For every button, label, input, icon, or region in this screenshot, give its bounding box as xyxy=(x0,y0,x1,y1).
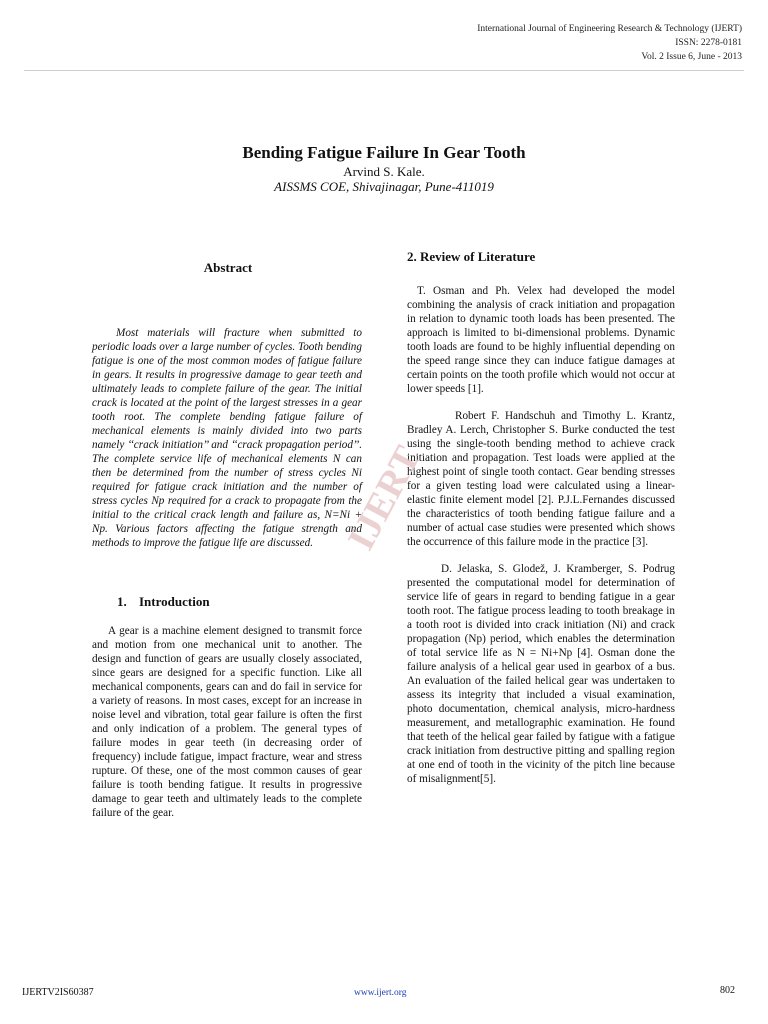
review-paragraph: T. Osman and Ph. Velex had developed the model combining the analysis of crack initiation and propagation in relation to dynamic tooth loads has been presented. The approach is limited to bi-dimensional problems. Dynamic tooth loads are found to be highly influential depending on the speed range since they can induce fatigue damages at certain points on the tooth profile which would not occur at lower speeds [1]. xyxy=(407,285,675,395)
paper-author: Arvind S. Kale. xyxy=(343,164,425,179)
left-column xyxy=(92,258,362,831)
title-block xyxy=(0,143,768,194)
journal-name: International Journal of Engineering Research & Technology (IJERT) xyxy=(477,24,742,34)
header-divider xyxy=(24,70,744,71)
review-paragraph: Robert F. Handschuh and Timothy L. Krantz, Bradley A. Lerch, Christopher S. Burke conducted the test using the single-tooth bending method to achieve crack initiation and propagation. Test loads were applied at the highest point of single tooth contact. Gear bending stresses for a given testing load were calculated using a linear-elastic finite element model [2]. P.J.L.Fernandes discussed the characteristics of tooth bending fatigue failure and a number of actual case studies were presented which shows the occurrence of this failure mode in the practice [3]. xyxy=(407,410,675,548)
review-paragraph: D. Jelaska, S. Glodež, J. Kramberger, S. Podrug presented the computational model for determination of service life of gears in regard to bending fatigue in a gear tooth root. The fatigue process leading to tooth breakage in a tooth root is divided into crack initiation (Ni) and crack propagation (Np) period, which enables the determination of total service life as N = Ni+Np [4]. Osman done the failure analysis of a helical gear used in gearbox of a bus. An evaluation of the failed helical gear was undertaken to assess its integrity that included a visual examination, photo documentation, chemical analysis, micro-hardness measurement, and metallographic examination. He found that teeth of the helical gear failed by fatigue with a fatigue crack initiation from destructive pitting and spalling region at one end of tooth in the vicinity of the pitch line because of misalignment[5]. xyxy=(407,563,675,785)
right-column xyxy=(407,248,675,786)
introduction-title: Introduction xyxy=(139,594,210,609)
abstract-heading: Abstract xyxy=(203,260,253,275)
paper-affiliation: AISSMS COE, Shivajinagar, Pune-411019 xyxy=(274,179,494,194)
footer-url-link[interactable]: www.ijert.org xyxy=(354,988,407,998)
introduction-heading xyxy=(92,592,362,612)
introduction-number: 1. xyxy=(117,594,127,609)
journal-header xyxy=(322,22,742,64)
journal-issn: ISSN: 2278-0181 xyxy=(675,38,742,48)
journal-volume: Vol. 2 Issue 6, June - 2013 xyxy=(641,52,742,62)
footer-paper-id: IJERTV2IS60387 xyxy=(22,987,94,998)
abstract-text: Most materials will fracture when submitted to periodic loads over a large number of cycles. Tooth bending fatigue is one of the most common modes of fatigue failure in gears. It results in progressive damage to gear teeth and ultimately leads to complete failure of the gear. The initial crack is located at the point of the largest stresses in a gear tooth root. The complete bending fatigue failure of mechanical elements is mainly divided into two parts namely ‘‘crack initiation’’ and ‘‘crack propagation period’’. The complete service life of mechanical elements N can then be determined from the number of stress cycles Ni required for fatigue crack initiation and the number of stress cycles Np required for a crack to propagate from the initial to the critical crack length and failure as, N=Ni + Np. Various factors affecting the fatigue strength and methods to improve the fatigue life are discussed. xyxy=(92,327,362,549)
paper-title: Bending Fatigue Failure In Gear Tooth xyxy=(242,143,526,162)
footer-page-number: 802 xyxy=(720,985,735,996)
watermark-text: IJERT xyxy=(339,439,429,557)
review-heading: 2. Review of Literature xyxy=(407,249,536,264)
introduction-text: A gear is a machine element designed to transmit force and motion from one mechanical unit to another. The design and function of gears are usually closely associated, since gears are designed for a specific function. Like all mechanical components, gears can and do fail in service for a variety of reasons. In most cases, except for an increase in noise level and vibration, total gear failure is often the first and only indication of a problem. The general types of failure modes in gear teeth (in decreasing order of frequency) include fatigue, impact fracture, wear and stress rupture. Of these, one of the most common causes of gear failure is tooth bending fatigue. It results in progressive damage to gear teeth and ultimately leads to the complete failure of the gear. xyxy=(92,625,362,819)
